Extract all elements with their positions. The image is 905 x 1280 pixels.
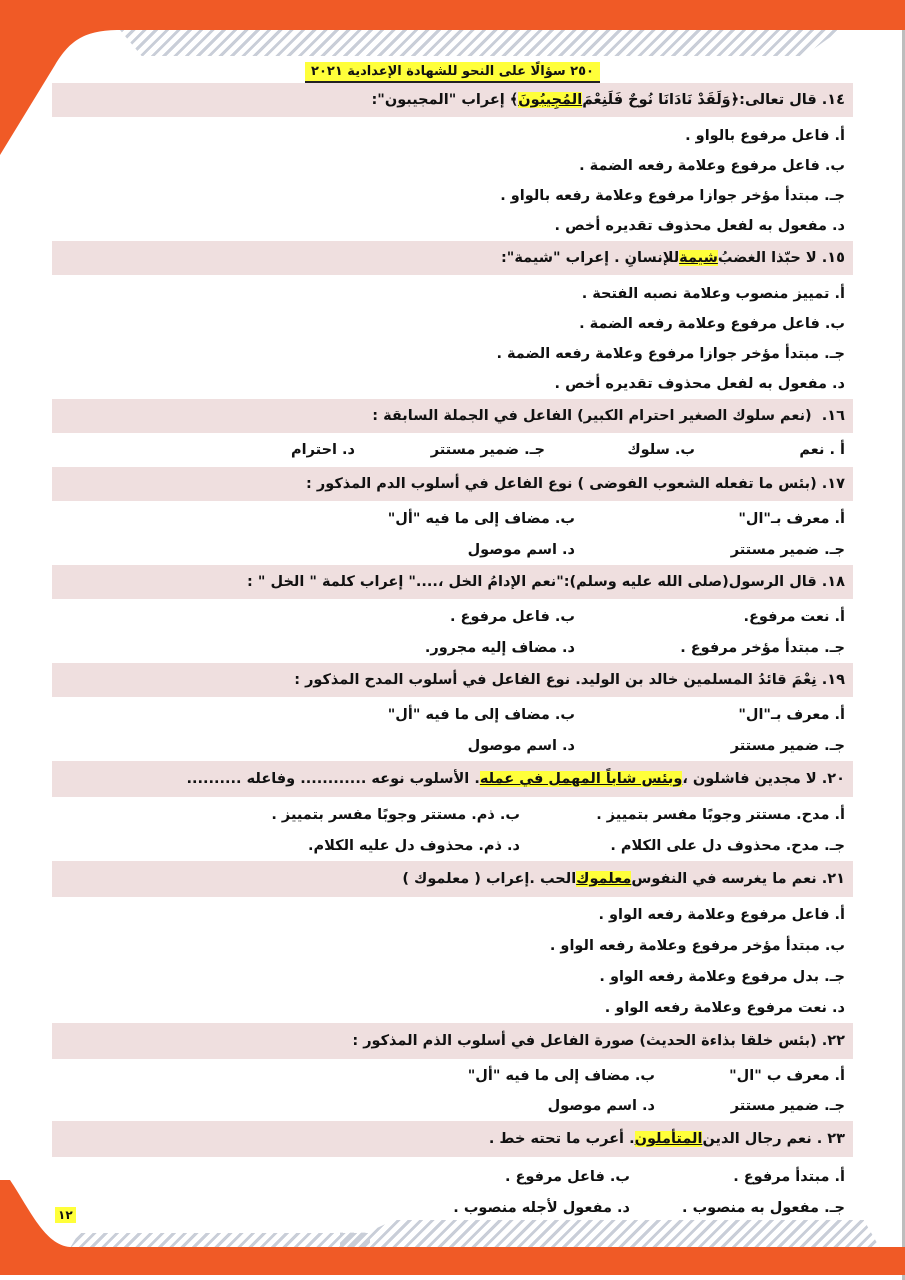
question-15: ١٥. لا حبّذا الغضبُ شيمة للإنسانِ . إعراب "شيمة": — [52, 241, 853, 275]
option-b: ب. مضاف إلى ما فيه "أل" — [387, 707, 575, 723]
options-row — [52, 503, 853, 535]
option-d: د. مفعول به لفعل محذوف تقديره أخص . — [554, 376, 845, 392]
option-a: أ. مدح. مستتر وجوبًا مفسر بتمييز . — [596, 807, 845, 823]
option-b: ب. فاعل مرفوع . — [449, 609, 575, 625]
question-18: ١٨. قال الرسول(صلى الله عليه وسلم):"نعم الإدامُ الخل ،...." إعراب كلمة " الخل " : — [52, 565, 853, 599]
option-a: أ. فاعل مرفوع وعلامة رفعه الواو . — [598, 906, 845, 923]
option-c: جـ. ضمير مستتر — [730, 738, 845, 754]
highlighted-word: شيمة — [679, 250, 718, 266]
options-row — [52, 535, 853, 565]
option-b: ب. مبتدأ مؤخر مرفوع وعلامة رفعه الواو . — [549, 937, 845, 954]
option-d: د. مفعول لأجله منصوب . — [453, 1200, 630, 1216]
options-row — [52, 633, 853, 663]
option-c: جـ. مفعول به منصوب . — [682, 1200, 845, 1216]
option-d: د. اسم موصول — [467, 542, 575, 558]
option-a: أ. تمييز منصوب وعلامة نصبه الفتحة . — [581, 286, 845, 302]
option-b: ب. ذم. مستتر وجوبًا مفسر بتمييز . — [271, 807, 520, 823]
option-c: جـ. مبتدأ مؤخر مرفوع . — [680, 640, 845, 656]
option-c: جـ. مدح. محذوف دل على الكلام . — [610, 838, 845, 854]
page-number: ١٢ — [55, 1207, 76, 1223]
option-a: أ. معرف بـ"ال" — [738, 511, 845, 527]
highlighted-word: المتأملون — [634, 1131, 703, 1147]
option-b: ب. مضاف إلى ما فيه "أل" — [467, 1068, 655, 1084]
question-23: ٢٣ . نعم رجال الدين المتأملون . أعرب ما تحته خط . — [52, 1121, 853, 1157]
options-row — [52, 731, 853, 761]
highlighted-word: معلموك — [576, 871, 632, 887]
option-c: جـ. ضمير مستتر — [730, 1098, 845, 1114]
options-row — [52, 831, 853, 861]
option-a: أ. مبتدأ مرفوع . — [733, 1169, 845, 1185]
top-stripe-decoration — [120, 30, 840, 56]
questions-content — [52, 83, 853, 1223]
option-d: د. ذم. محذوف دل عليه الكلام. — [308, 838, 520, 854]
option-b: ب. فاعل مرفوع وعلامة رفعه الضمة . — [579, 316, 845, 332]
options-row — [52, 1091, 853, 1121]
option-c: جـ. مبتدأ مؤخر جوازا مرفوع وعلامة رفعه بالواو . — [500, 188, 845, 204]
bottom-orange-wave-decoration — [0, 1180, 905, 1280]
options-row — [52, 601, 853, 633]
option-a: أ. معرف ب "ال" — [729, 1068, 845, 1084]
option-d: د. مفعول به لفعل محذوف تقديره أخص . — [554, 218, 845, 234]
question-22: ٢٢. (بئس خلقا بذاءة الحديث) صورة الفاعل في أسلوب الذم المذكور : — [52, 1023, 853, 1059]
question-14: ١٤. قال تعالى:﴿وَلَقَدْ نَادَانَا نُوحٌ فَلَنِعْمَ المُجِيبُونَ ﴾ إعراب "المجيبون": — [52, 83, 853, 117]
option-b: ب. مضاف إلى ما فيه "أل" — [387, 511, 575, 527]
option-b: ب. سلوك — [627, 442, 695, 458]
option-d: د. مضاف إليه مجرور. — [424, 640, 575, 656]
question-16: ١٦. (نعم سلوك الصغير احترام الكبير) الفاعل في الجملة السابقة : — [52, 399, 853, 433]
option-d: د. احترام — [291, 442, 355, 458]
option-d: د. اسم موصول — [467, 738, 575, 754]
options-row — [52, 699, 853, 731]
question-20: ٢٠. لا مجدين فاشلون ، وبئس شاباً المهمل في عمله . الأسلوب نوعه ............ وفاعله .......... — [52, 761, 853, 797]
option-a: أ. فاعل مرفوع بالواو . — [685, 128, 845, 144]
option-c: جـ. بدل مرفوع وعلامة رفعه الواو . — [599, 968, 845, 985]
option-a: أ. نعت مرفوع. — [743, 609, 845, 625]
option-a: أ . نعم — [799, 442, 845, 458]
question-21: ٢١. نعم ما يغرسه في النفوس معلموك الحب .إعراب ( معلموك ) — [52, 861, 853, 897]
question-17: ١٧. (بئس ما تفعله الشعوب الفوضى ) نوع الفاعل في أسلوب الدم المذكور : — [52, 467, 853, 501]
option-b: ب. فاعل مرفوع وعلامة رفعه الضمة . — [579, 158, 845, 174]
option-d: د. اسم موصول — [547, 1098, 655, 1114]
option-c: جـ. ضمير مستتر — [730, 542, 845, 558]
option-c: جـ. ضمير مستتر — [430, 442, 545, 458]
options-row — [52, 799, 853, 831]
option-a: أ. معرف بـ"ال" — [738, 707, 845, 723]
options-row — [52, 1061, 853, 1091]
option-c: جـ. مبتدأ مؤخر جوازا مرفوع وعلامة رفعه الضمة . — [496, 346, 845, 362]
option-b: ب. فاعل مرفوع . — [504, 1169, 630, 1185]
question-19: ١٩. نِعْمَ قائدُ المسلمين خالد بن الوليد. نوع الفاعل في أسلوب المدح المذكور : — [52, 663, 853, 697]
options-row — [52, 433, 853, 467]
document-title: ٢٥٠ سؤالًا على النحو للشهادة الإعدادية ٢٠٢١ — [305, 62, 600, 83]
option-d: د. نعت مرفوع وعلامة رفعه الواو . — [604, 999, 845, 1016]
highlighted-word: المُجِيبُونَ — [518, 92, 583, 108]
highlighted-phrase: وبئس شاباً المهمل في عمله — [479, 771, 683, 787]
